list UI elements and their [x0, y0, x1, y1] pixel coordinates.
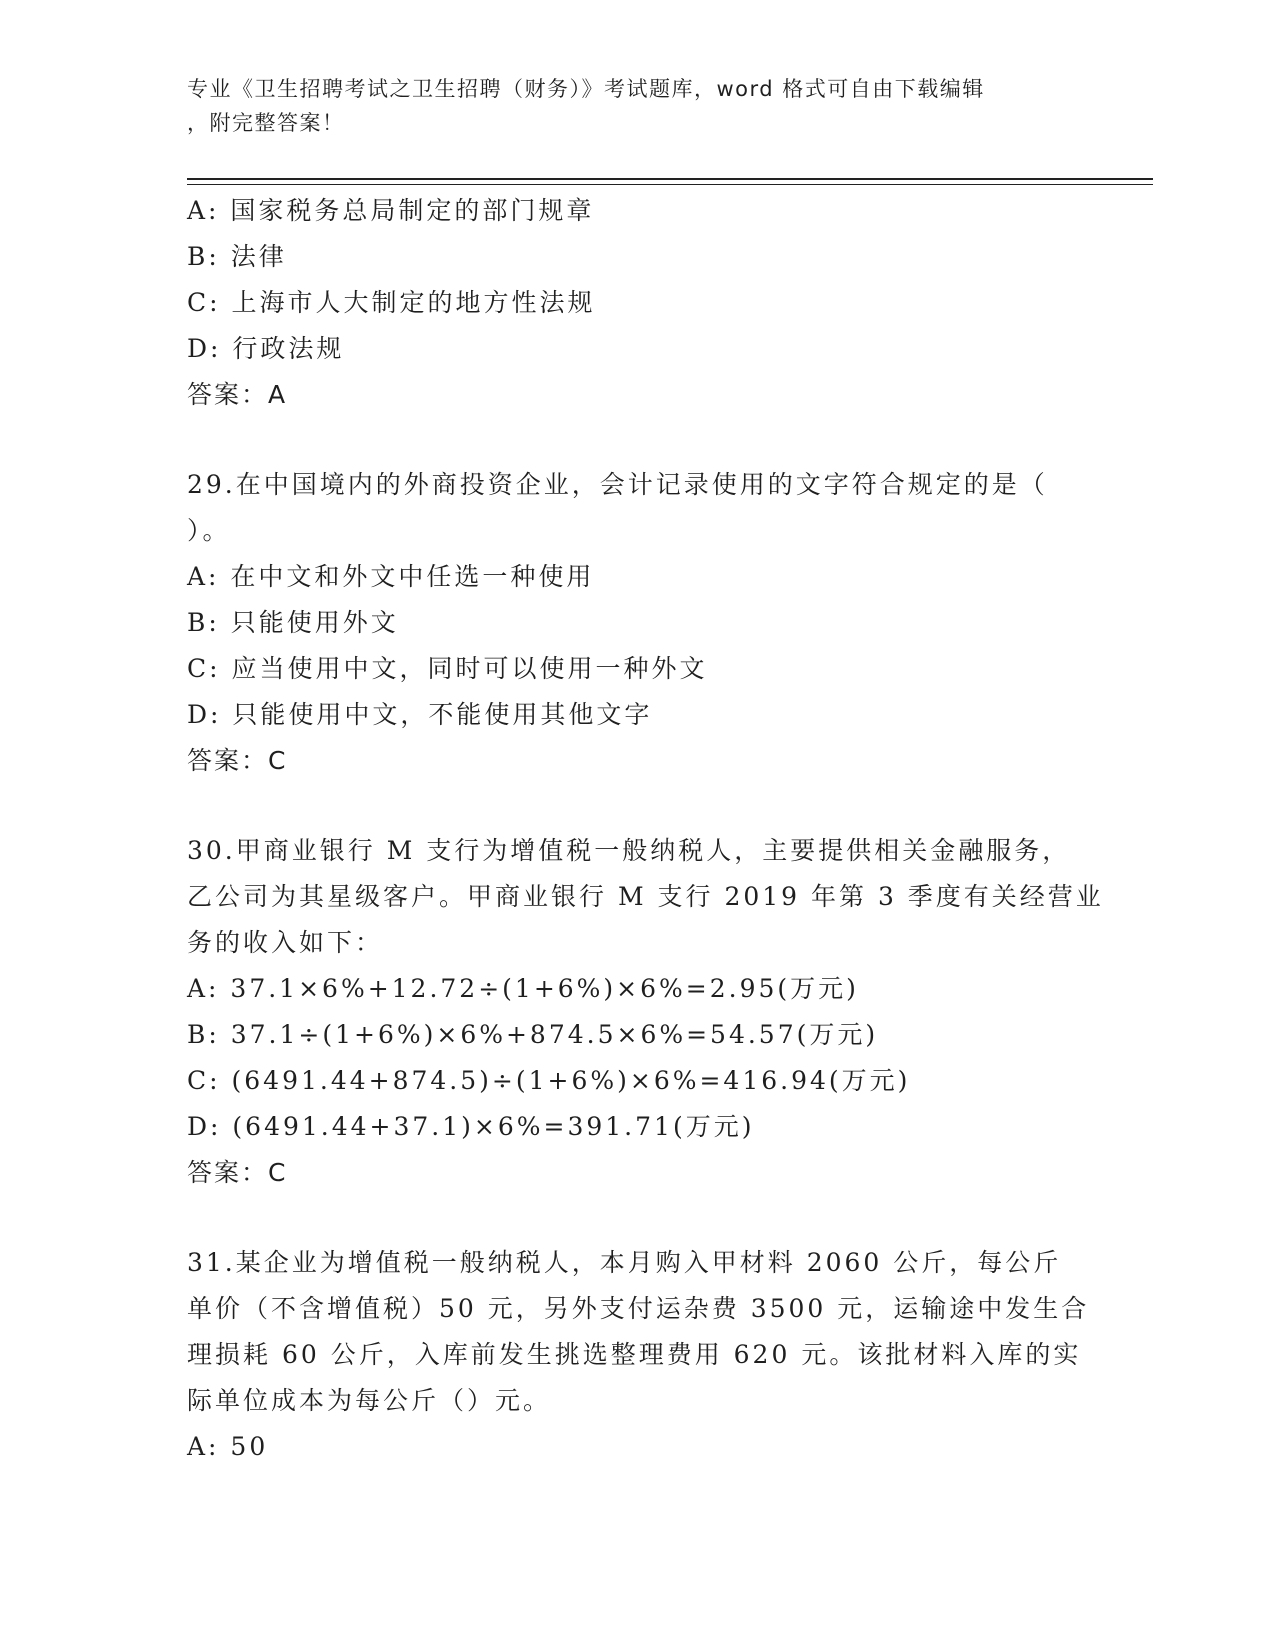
option-a: A: 37.1×6%+12.72÷(1+6%)×6%=2.95(万元): [187, 974, 859, 1003]
header-line-1: 专业《卫生招聘考试之卫生招聘（财务）》考试题库，word 格式可自由下载编辑: [187, 77, 985, 101]
option-d: D: 行政法规: [187, 334, 345, 363]
question-30: [187, 828, 1104, 1196]
question-stem-line: 理损耗 60 公斤，入库前发生挑选整理费用 620 元。该批材料入库的实: [187, 1340, 1082, 1369]
question-29: [187, 462, 1087, 784]
question-stem-line: 务的收入如下：: [187, 928, 384, 957]
header-divider-thick: [187, 178, 1153, 180]
option-c: C: 应当使用中文，同时可以使用一种外文: [187, 654, 708, 683]
option-a: A: 50: [187, 1432, 269, 1461]
question-stem-line: 单价（不含增值税）50 元，另外支付运杂费 3500 元，运输途中发生合: [187, 1294, 1090, 1323]
option-a: A: 在中文和外文中任选一种使用: [187, 562, 595, 591]
option-b: B: 只能使用外文: [187, 608, 399, 637]
answer-line: 答案：C: [187, 746, 288, 775]
question-stem-line: ）。: [187, 516, 231, 545]
option-b: B: 法律: [187, 242, 287, 271]
option-c: C: (6491.44+874.5)÷(1+6%)×6%=416.94(万元): [187, 1066, 911, 1095]
option-c: C: 上海市人大制定的地方性法规: [187, 288, 596, 317]
question-stem-line: 乙公司为其星级客户。甲商业银行 M 支行 2019 年第 3 季度有关经营业: [187, 882, 1104, 911]
question-stem-line: 29.在中国境内的外商投资企业，会计记录使用的文字符合规定的是（: [187, 470, 1048, 499]
question-31: [187, 1240, 1090, 1470]
document-header: [187, 72, 1067, 140]
question-stem-line: 际单位成本为每公斤（）元。: [187, 1386, 552, 1415]
header-line-2: ，附完整答案！: [187, 111, 345, 135]
option-d: D: (6491.44+37.1)×6%=391.71(万元): [187, 1112, 755, 1141]
option-b: B: 37.1÷(1+6%)×6%+874.5×6%=54.57(万元): [187, 1020, 879, 1049]
option-a: A: 国家税务总局制定的部门规章: [187, 196, 595, 225]
question-stem-line: 30.甲商业银行 M 支行为增值税一般纳税人，主要提供相关金融服务，: [187, 836, 1071, 865]
question-stem-line: 31.某企业为增值税一般纳税人，本月购入甲材料 2060 公斤，每公斤: [187, 1248, 1062, 1277]
option-d: D: 只能使用中文，不能使用其他文字: [187, 700, 653, 729]
question-list: [187, 188, 1104, 1470]
header-divider-thin: [187, 184, 1153, 185]
answer-line: 答案：C: [187, 1158, 288, 1187]
question-28: [187, 188, 1087, 418]
answer-line: 答案：A: [187, 380, 288, 409]
